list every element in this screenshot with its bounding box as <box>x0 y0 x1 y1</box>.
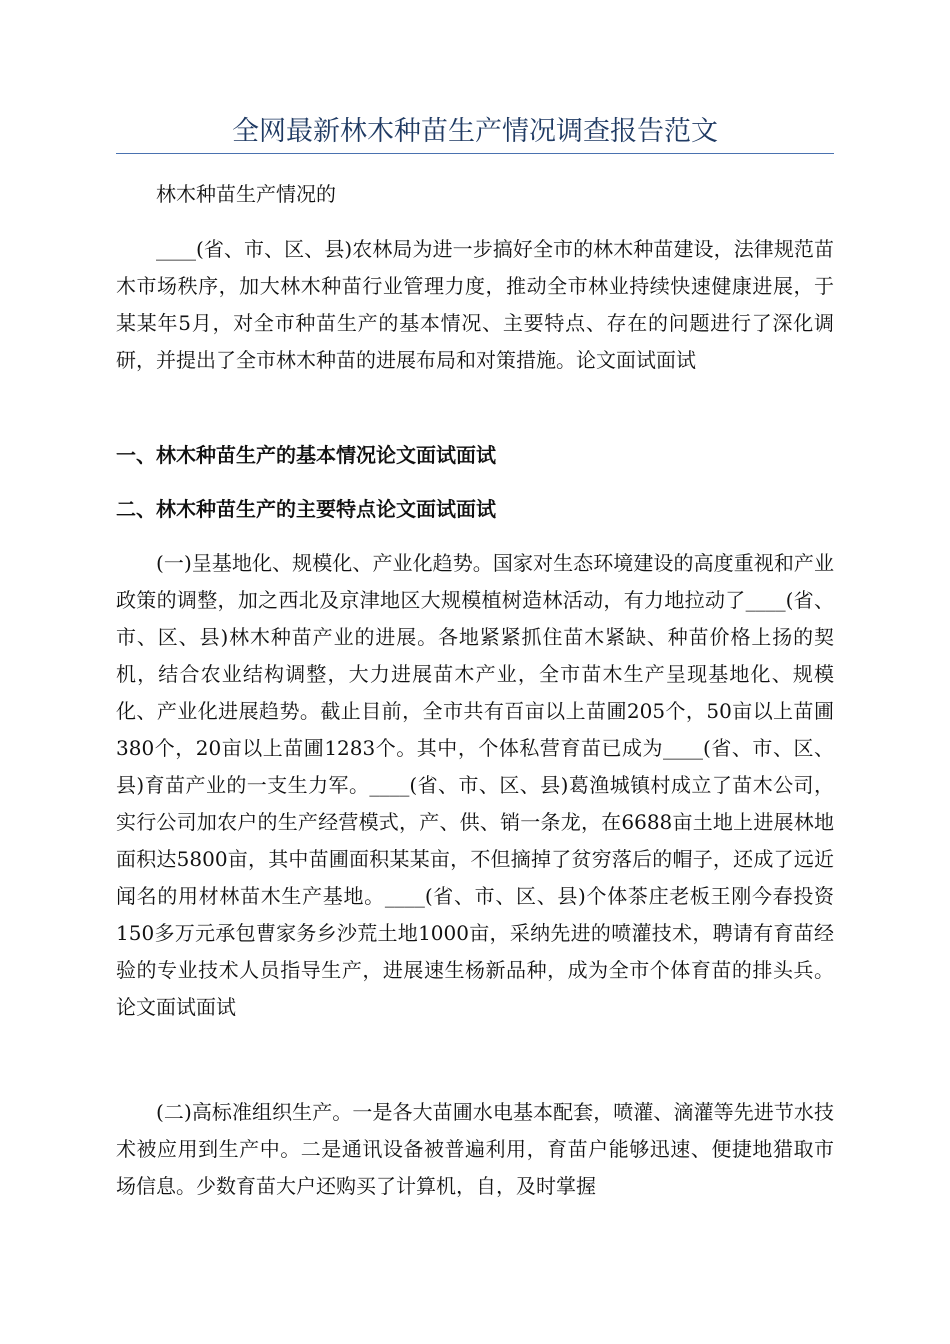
intro-block <box>116 176 834 213</box>
section-heading-2: 二、林木种苗生产的主要特点论文面试面试 <box>116 497 496 521</box>
heading-block-1 <box>116 437 834 474</box>
heading-block-2 <box>116 491 834 528</box>
section-heading-1: 一、林木种苗生产的基本情况论文面试面试 <box>116 443 496 467</box>
paragraph-3: (二)高标准组织生产。一是各大苗圃水电基本配套，喷灌、滴灌等先进节水技术被应用到生产中。二是通讯设备被普遍利用，育苗户能够迅速、便捷地猎取市场信息。少数育苗大户还购买了计算机，自，及时掌握 <box>116 1100 834 1198</box>
document-title: 全网最新林木种苗生产情况调查报告范文 <box>232 116 718 147</box>
intro-line: 林木种苗生产情况的 <box>156 182 336 206</box>
paragraph-2: (一)呈基地化、规模化、产业化趋势。国家对生态环境建设的高度重视和产业政策的调整，加之西北及京津地区大规模植树造林活动，有力地拉动了____(省、市、区、县)林木种苗产业的进展。各地紧紧抓住苗木紧缺、种苗价格上扬的契机，结合农业结构调整，大力进展苗木产业，全市苗木生产呈现基地化、规模化、产业化进展趋势。截止目前，全市共有百亩以上苗圃205个，50亩以上苗圃380个，20亩以上苗圃1283个。其中，个体私营育苗已成为____(省、市、区、县)育苗产业的一支生力军。____(省、市、区、县)葛渔城镇村成立了苗木公司，实行公司加农户的生产经营模式，产、供、销一条龙，在6688亩土地上进展林地面积达5800亩，其中苗圃面积某某亩，不但摘掉了贫穷落后的帽子，还成了远近闻名的用材林苗木生产基地。____(省、市、区、县)个体茶庄老板王刚今春投资150多万元承包曹家务乡沙荒土地1000亩，采纳先进的喷灌技术，聘请有育苗经验的专业技术人员指导生产，进展速生杨新品种，成为全市个体育苗的排头兵。论文面试面试 <box>116 551 834 1019</box>
paragraph-1: ____(省、市、区、县)农林局为进一步搞好全市的林木种苗建设，法律规范苗木市场秩序，加大林木种苗行业管理力度，推动全市林业持续快速健康进展，于某某年5月，对全市种苗生产的基本情况、主要特点、存在的问题进行了深化调研，并提出了全市林木种苗的进展布局和对策措施。论文面试面试 <box>116 237 834 372</box>
title-underline <box>116 153 834 154</box>
paragraph-block-2 <box>116 545 834 1026</box>
paragraph-block-3 <box>116 1094 834 1205</box>
paragraph-block-1 <box>116 231 834 379</box>
